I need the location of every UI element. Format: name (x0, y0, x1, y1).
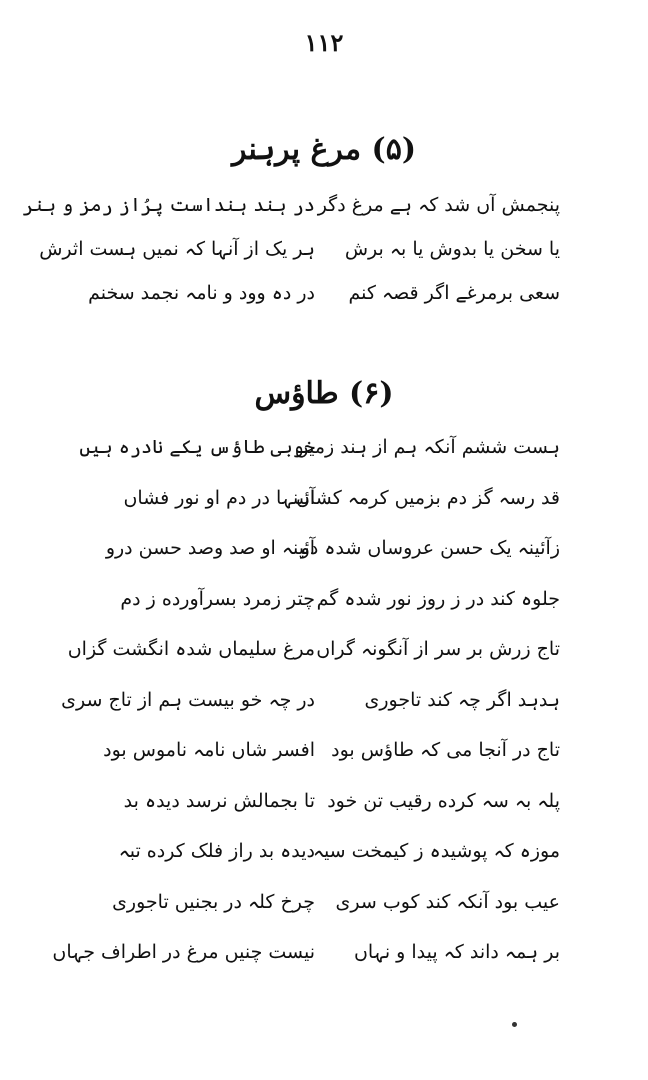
hemistich-first: سعی برمرغے اگر قصہ کنم (348, 282, 560, 304)
couplet (90, 891, 560, 942)
page-number: ۱۱۲ (304, 28, 344, 57)
hemistich-second: در چہ خو بیست ہم از تاج سری (61, 688, 315, 711)
couplet (90, 537, 560, 588)
hemistich-first: بر ہمہ داند کہ پیدا و نہاں (353, 941, 560, 963)
section-heading-bird-of-talent: (۵) مرغ پرہنر (231, 132, 417, 167)
hemistich-second: چرخ کلہ در بجنیں تاجوری (112, 890, 315, 913)
hemistich-first: قد رسہ گز دم بزمیں کرمہ کشاں (296, 486, 560, 509)
hemistich-second: ہر یک از آنہا کہ نمیں ہست اثرش (39, 238, 315, 260)
couplet (90, 840, 560, 891)
couplet (90, 282, 560, 326)
hemistich-second: افسر شاں نامہ ناموس بود (103, 739, 315, 761)
hemistich-second: آئینہ او صد وصد حسن درو (105, 537, 315, 559)
hemistich-second: نیست چنیں مرغ در اطراف جہاں (52, 941, 315, 963)
hemistich-second: در دہ وود و نامہ نجمد سخنم (88, 282, 315, 304)
hemistich-second: مرغ سلیماں شدہ انگشت گزاں (67, 638, 315, 660)
hemistich-first: ہست ششم آنکہ ہم از ہند زمیں (294, 436, 560, 458)
hemistich-second: خوبی طاؤس یکے نادرہ ہیں (79, 436, 315, 458)
couplet (90, 487, 560, 538)
hemistich-first: پلہ بہ سہ کرده رقیب تن خود (327, 789, 560, 812)
hemistich-second: در ہند ہنداست پرُاز رمز و ہنر (22, 194, 315, 216)
section-heading-peacock: (۶) طاؤس (254, 376, 394, 411)
couplet (39, 238, 560, 282)
couplet (90, 790, 560, 841)
hemistich-second: دیدہ بد راز فلک کرده تبہ (118, 840, 315, 862)
couplet (90, 739, 560, 790)
hemistich-first: یا سخن یا بدوش یا بہ برش (344, 238, 560, 260)
hemistich-first: تاج در آنجا می کہ طاؤس بود (331, 739, 560, 761)
couplet (61, 688, 560, 740)
hemistich-first: ہدہد اگر چہ کند تاجوری (364, 688, 560, 711)
couplet (90, 588, 560, 639)
couplet (67, 638, 560, 689)
couplet (79, 436, 560, 487)
hemistich-first: زآئینہ یک حسن عروساں شدہ دو (300, 537, 560, 559)
hemistich-first: تاج زرش بر سر از آنگونہ گراں (316, 638, 560, 660)
hemistich-second: آئینہا در دم او نور فشاں (123, 486, 315, 509)
hemistich-second: تا بجمالش نرسد دیدہ بد (123, 789, 315, 812)
hemistich-first: جلوہ کند در ز روز نور شدہ گم (316, 587, 560, 610)
hemistich-first: عیب بود آنکہ کند کوب سری (335, 890, 560, 913)
ink-dot (512, 1022, 517, 1027)
couplet (52, 941, 560, 992)
hemistich-first: موزہ کہ پوشیدہ ز کیمخت سیہ (312, 840, 560, 862)
stanza-peacock (52, 436, 560, 992)
couplet (22, 194, 560, 238)
hemistich-first: پنجمش آں شد کہ ہے مرغ دگر (317, 194, 560, 216)
stanza-bird-of-talent (22, 194, 560, 326)
hemistich-second: چتر زمرد بسرآورده ز دم (120, 587, 315, 610)
